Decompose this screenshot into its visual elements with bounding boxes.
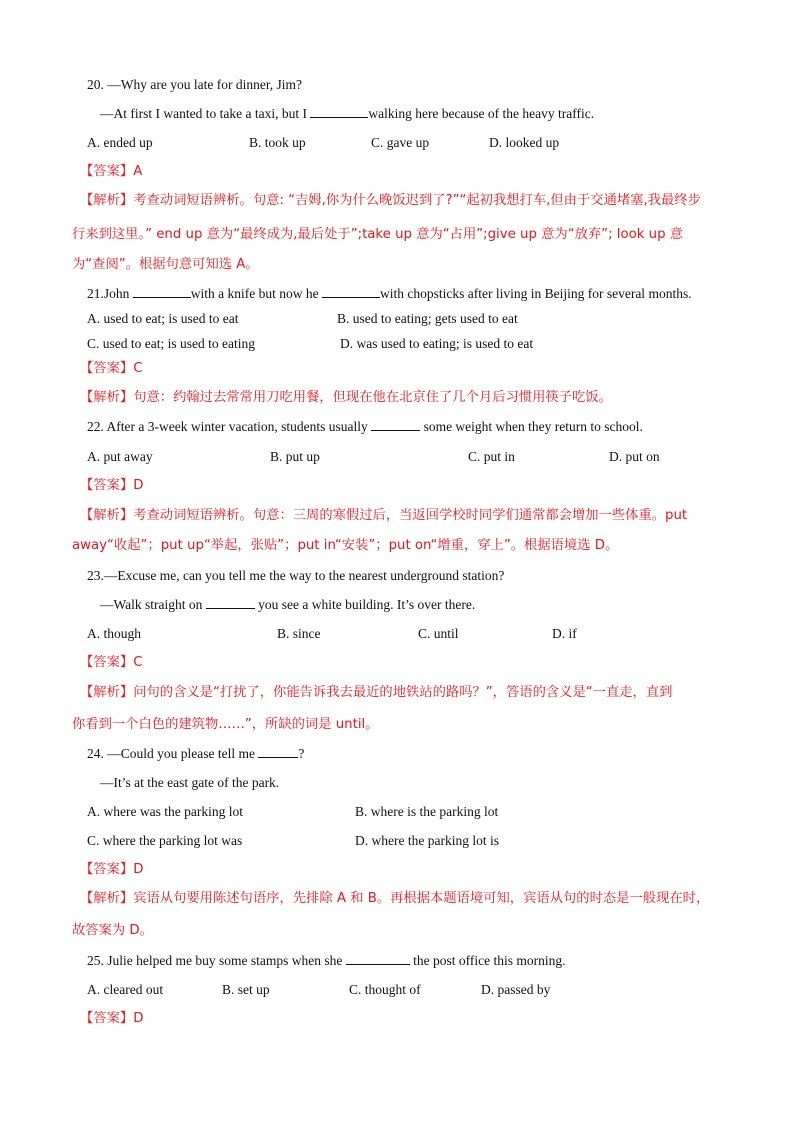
question-23-analysis-line-2: 你看到一个白色的建筑物……”，所缺的词是 until。 bbox=[72, 717, 379, 732]
answer-blank bbox=[371, 418, 420, 431]
question-23-line-1: 23.—Excuse me, can you tell me the way to the nearest underground station? bbox=[87, 568, 505, 583]
question-20-analysis-line-1: 【解析】考查动词短语辨析。句意: “吉姆,你为什么晚饭迟到了?”“起初我想打车,但由于交通堵塞,我最终步 bbox=[80, 193, 701, 208]
question-24-options-row-2 bbox=[0, 832, 800, 850]
option-b: B. where is the parking lot bbox=[355, 804, 499, 819]
question-24-analysis-line-1: 【解析】宾语从句要用陈述句语序，先排除 A 和 B。再根据本题语境可知，宾语从句的时态是一般现在时， bbox=[80, 891, 710, 906]
option-b: B. put up bbox=[270, 449, 320, 464]
option-c: C. thought of bbox=[349, 982, 421, 997]
answer-blank bbox=[133, 285, 191, 298]
option-a: A. used to eat; is used to eat bbox=[87, 311, 239, 326]
question-25-answer: 【答案】D bbox=[80, 1011, 144, 1026]
option-d: D. if bbox=[552, 626, 577, 641]
question-25-options bbox=[0, 981, 800, 999]
question-21-options-row-2 bbox=[0, 335, 800, 353]
question-20-answer: 【答案】A bbox=[80, 164, 143, 179]
question-23-analysis-line-1: 【解析】问句的含义是“打扰了，你能告诉我去最近的地铁站的路吗？”，答语的含义是“一直走，直到 bbox=[80, 685, 673, 700]
question-22-analysis-line-1: 【解析】考查动词短语辨析。句意：三周的寒假过后，当返回学校时同学们通常都会增加一些体重。put bbox=[80, 508, 688, 523]
answer-blank bbox=[258, 745, 298, 758]
option-d: D. where the parking lot is bbox=[355, 833, 499, 848]
question-20-line-2: —At first I wanted to take a taxi, but I walking here because of the heavy traffic. bbox=[100, 106, 595, 121]
option-c: C. where the parking lot was bbox=[87, 833, 243, 848]
question-22-answer: 【答案】D bbox=[80, 478, 144, 493]
question-23-line-2: —Walk straight on you see a white building. It’s over there. bbox=[100, 597, 476, 612]
question-24-answer: 【答案】D bbox=[80, 862, 144, 877]
option-a: A. though bbox=[87, 626, 141, 641]
option-d: D. put on bbox=[609, 449, 660, 464]
answer-blank bbox=[206, 596, 255, 609]
option-d: D. passed by bbox=[481, 982, 551, 997]
question-23-options bbox=[0, 625, 800, 643]
question-21-stem: 21.John with a knife but now he with chopsticks after living in Beijing for several months. bbox=[87, 286, 692, 301]
option-b: B. took up bbox=[249, 135, 306, 150]
question-24-options-row-1 bbox=[0, 803, 800, 821]
question-25-stem: 25. Julie helped me buy some stamps when she the post office this morning. bbox=[87, 953, 566, 968]
option-a: A. ended up bbox=[87, 135, 153, 150]
option-c: C. put in bbox=[468, 449, 515, 464]
question-20-line-1: 20. —Why are you late for dinner, Jim? bbox=[87, 77, 303, 92]
option-a: A. where was the parking lot bbox=[87, 804, 243, 819]
question-21-analysis: 【解析】句意：约翰过去常常用刀吃用餐，但现在他在北京住了几个月后习惯用筷子吃饭。 bbox=[80, 390, 612, 405]
answer-blank bbox=[310, 105, 368, 118]
question-24-line-2: —It’s at the east gate of the park. bbox=[100, 775, 280, 790]
question-23-answer: 【答案】C bbox=[80, 655, 143, 670]
answer-blank bbox=[346, 952, 410, 965]
question-21-answer: 【答案】C bbox=[80, 361, 143, 376]
question-20-analysis-line-3: 为“查阅”。根据句意可知选 A。 bbox=[72, 257, 259, 272]
option-b: B. used to eating; gets used to eat bbox=[337, 311, 518, 326]
question-20-options bbox=[0, 134, 800, 152]
option-c: C. gave up bbox=[371, 135, 430, 150]
question-24-analysis-line-2: 故答案为 D。 bbox=[72, 923, 153, 938]
question-22-stem: 22. After a 3-week winter vacation, students usually some weight when they return to school. bbox=[87, 419, 643, 434]
option-d: D. looked up bbox=[489, 135, 560, 150]
option-b: B. set up bbox=[222, 982, 270, 997]
question-21-options-row-1 bbox=[0, 310, 800, 328]
option-c: C. until bbox=[418, 626, 459, 641]
option-c: C. used to eat; is used to eating bbox=[87, 336, 255, 351]
option-d: D. was used to eating; is used to eat bbox=[340, 336, 534, 351]
question-22-options bbox=[0, 448, 800, 466]
question-24-line-1: 24. —Could you please tell me ? bbox=[87, 746, 305, 761]
answer-blank bbox=[322, 285, 380, 298]
option-a: A. put away bbox=[87, 449, 153, 464]
option-a: A. cleared out bbox=[87, 982, 164, 997]
option-b: B. since bbox=[277, 626, 321, 641]
question-22-analysis-line-2: away“收起”；put up“举起，张贴”；put in“安装”；put on“增重，穿上”。根据语境选 D。 bbox=[72, 538, 619, 553]
question-20-analysis-line-2: 行来到这里。” end up 意为“最终成为,最后处于”;take up 意为“占用”;give up 意为“放弃”; look up 意 bbox=[72, 227, 684, 242]
